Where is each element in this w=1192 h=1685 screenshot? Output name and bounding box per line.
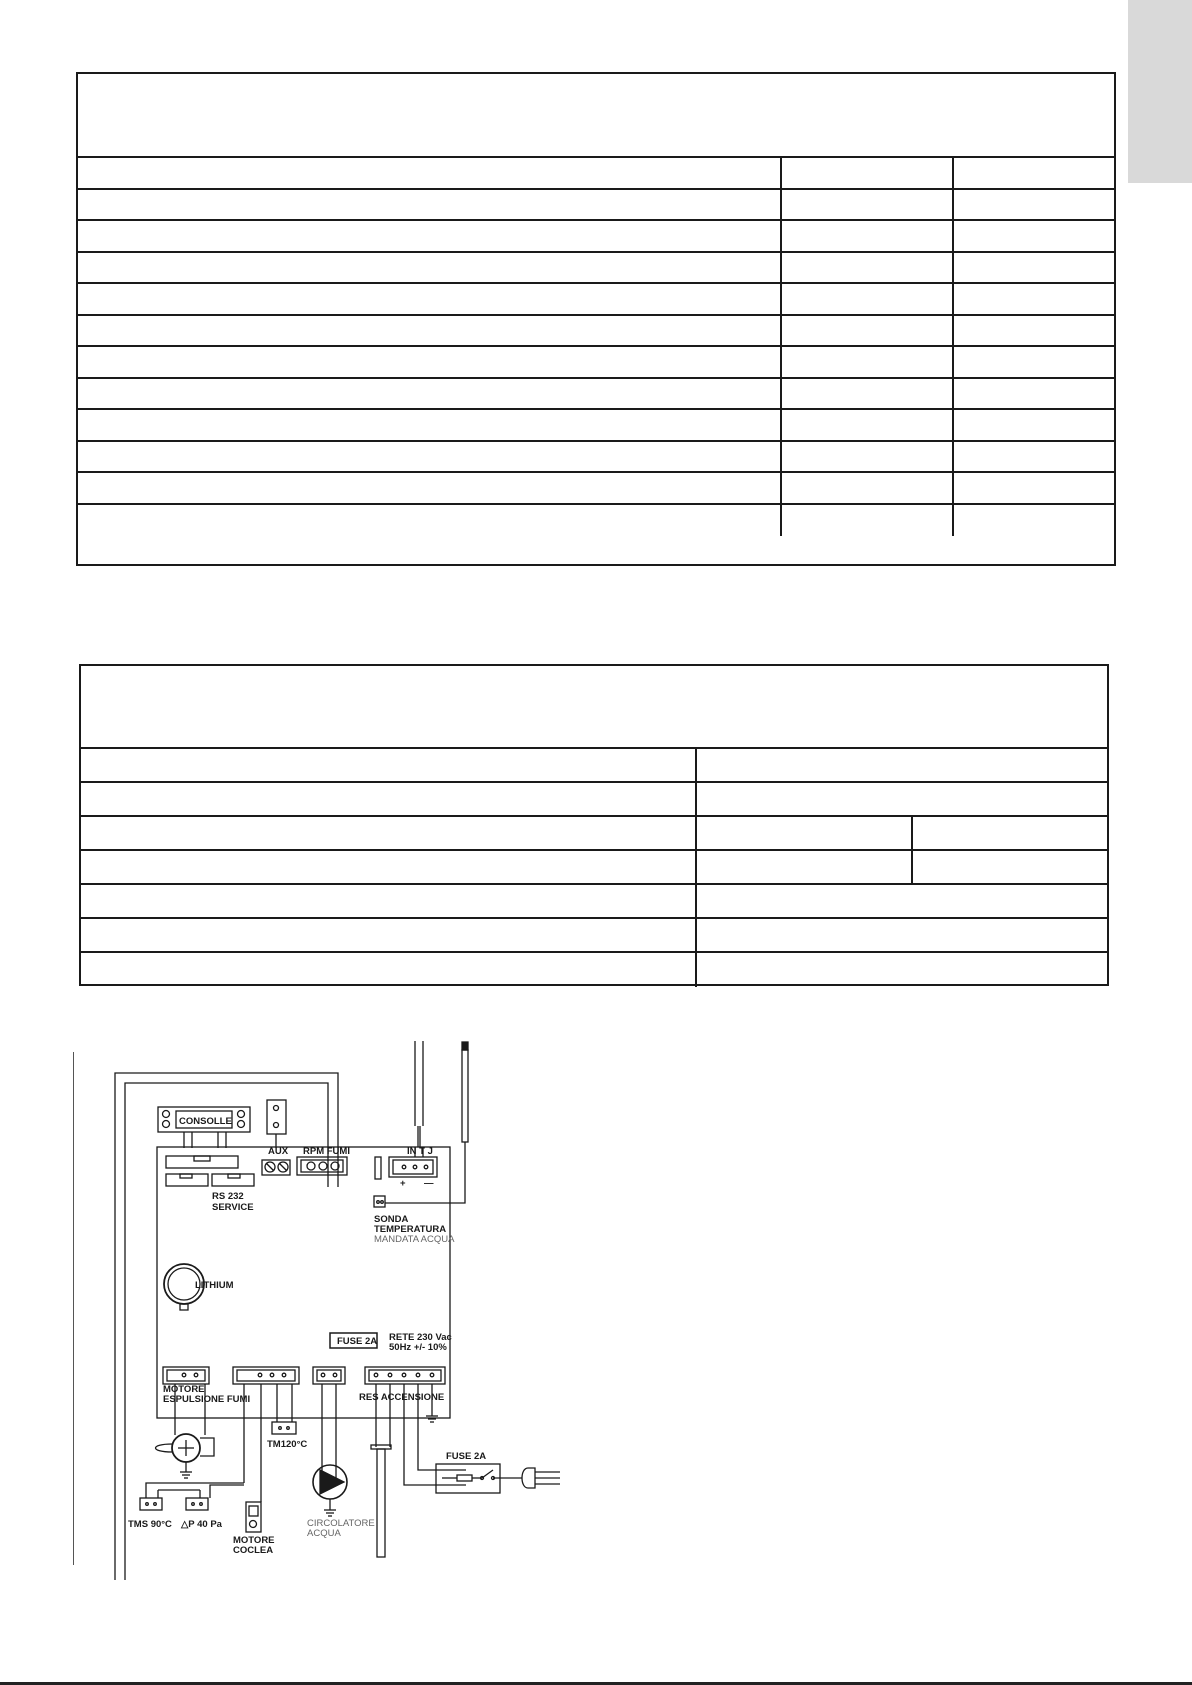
fuse-ext-label: FUSE 2A [446, 1451, 487, 1462]
table-cell [782, 505, 954, 537]
sonda-label: SONDA [374, 1214, 409, 1225]
table-row [78, 473, 1114, 505]
lithium-label: LITHIUM [195, 1280, 234, 1291]
consolle-label: CONSOLLE [179, 1116, 232, 1127]
table-cell [782, 158, 954, 188]
table-cell [78, 442, 782, 472]
table-cell [954, 347, 1114, 377]
rete-freq-label: 50Hz +/- 10% [389, 1342, 447, 1353]
table-cell [782, 253, 954, 283]
table-row [81, 749, 1107, 783]
table-cell [78, 253, 782, 283]
table-row [78, 284, 1114, 316]
table-row [78, 221, 1114, 253]
table-cell [78, 221, 782, 251]
table-cell [954, 379, 1114, 409]
table-cell [954, 473, 1114, 503]
tm120-label: TM120°C [267, 1439, 308, 1450]
table-row [78, 505, 1114, 537]
table-row [78, 442, 1114, 474]
table-row [78, 379, 1114, 411]
table-cell [782, 442, 954, 472]
sonda-mandata-label: MANDATA ACQUA [374, 1234, 455, 1245]
table-cell [697, 919, 1107, 951]
table-cell [954, 190, 1114, 220]
motore-coclea-label: MOTORE [233, 1535, 275, 1546]
rpm-fumi-label: RPM FUMI [303, 1146, 350, 1157]
sonda-temp-label: TEMPERATURA [374, 1224, 447, 1235]
res-accensione-label: RES ACCENSIONE [359, 1392, 445, 1403]
table-cell [954, 442, 1114, 472]
table-header [78, 74, 1114, 158]
table-cell [954, 158, 1114, 188]
table-cell [954, 221, 1114, 251]
espulsione-fumi-label: ESPULSIONE FUMI [163, 1394, 251, 1405]
table-cell [81, 817, 697, 849]
table-cell [78, 190, 782, 220]
aux-label: AUX [268, 1146, 289, 1157]
table-cell [78, 158, 782, 188]
table-cell [913, 817, 1107, 849]
table-header [81, 666, 1107, 749]
tms-label: TMS 90°C [128, 1519, 172, 1530]
table-row [81, 783, 1107, 817]
table-cell [782, 379, 954, 409]
table-cell [697, 851, 913, 883]
table-cell [78, 284, 782, 314]
wiring-diagram [0, 1040, 600, 1580]
table-cell [78, 379, 782, 409]
table-cell [913, 851, 1107, 883]
table-cell [78, 316, 782, 346]
table-cell [697, 953, 1107, 987]
table-cell [954, 253, 1114, 283]
intj-minus: — [424, 1178, 434, 1189]
table-cell [81, 953, 697, 987]
table-row [81, 817, 1107, 851]
table-row [78, 410, 1114, 442]
rete-label: RETE 230 Vac [389, 1332, 452, 1343]
coclea-label: COCLEA [233, 1545, 274, 1556]
table-cell [81, 851, 697, 883]
table-row [78, 316, 1114, 348]
intj-plus: + [400, 1178, 406, 1189]
table-cell [954, 284, 1114, 314]
rs232-label: RS 232 [212, 1191, 244, 1202]
table-cell [782, 347, 954, 377]
table-cell [697, 783, 1107, 815]
intj-label: IN T J [407, 1146, 433, 1157]
circolatore-acqua-label: ACQUA [307, 1528, 341, 1539]
fuse-board-label: FUSE 2A [337, 1336, 378, 1347]
table-row [81, 885, 1107, 919]
technical-data-table [76, 72, 1116, 566]
table-row [81, 953, 1107, 987]
table-row [78, 190, 1114, 222]
table-cell [78, 410, 782, 440]
delta-p-label: △P 40 Pa [181, 1519, 222, 1530]
table-cell [78, 473, 782, 503]
table-cell [782, 221, 954, 251]
rs232-service-label: SERVICE [212, 1202, 254, 1213]
section-tab [1128, 0, 1192, 183]
table-row [81, 851, 1107, 885]
table-cell [782, 410, 954, 440]
table-row [78, 158, 1114, 190]
table-row [78, 347, 1114, 379]
table-cell [954, 505, 1114, 537]
table-cell [81, 919, 697, 951]
table-cell [697, 749, 1107, 781]
table-cell [782, 284, 954, 314]
electrical-data-table [79, 664, 1109, 986]
circolatore-label: CIRCOLATORE [307, 1518, 375, 1529]
table-cell [782, 316, 954, 346]
table-cell [81, 749, 697, 781]
table-cell [81, 885, 697, 917]
table-cell [78, 505, 782, 537]
table-cell [697, 885, 1107, 917]
table-cell [954, 410, 1114, 440]
table-cell [954, 316, 1114, 346]
table-cell [782, 190, 954, 220]
table-cell [697, 817, 913, 849]
table-cell [81, 783, 697, 815]
table-cell [78, 347, 782, 377]
table-row [81, 919, 1107, 953]
table-cell [782, 473, 954, 503]
motore-fumi-label: MOTORE [163, 1384, 205, 1395]
table-row [78, 253, 1114, 285]
